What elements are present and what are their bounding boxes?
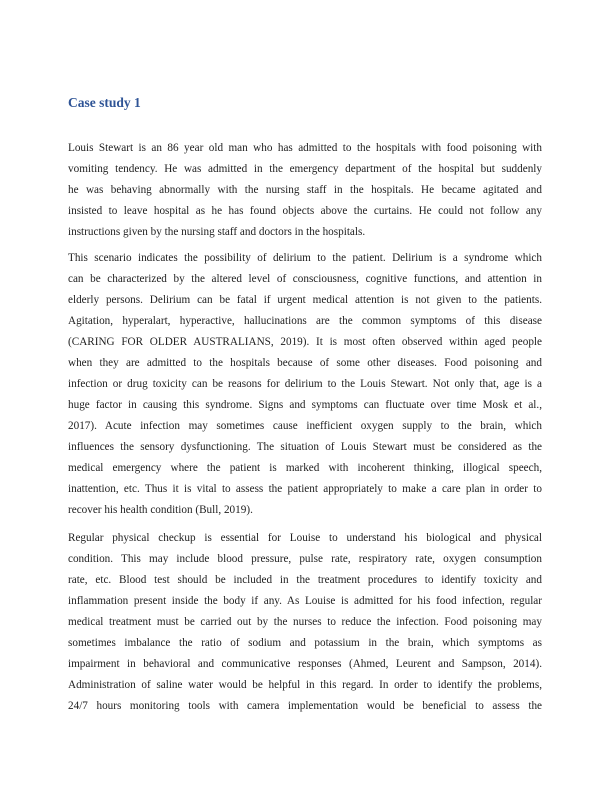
paragraphs — [68, 138, 542, 717]
text-line: Regular physical checkup is essential for Louise to understand his biological and physical — [68, 532, 542, 544]
text-line: condition. This may include blood pressure, pulse rate, respiratory rate, oxygen consumption — [68, 553, 542, 565]
text-line: huge factor in causing this syndrome. Signs and symptoms can fluctuate over time Mosk et al., — [68, 399, 542, 411]
text-line: elderly persons. Delirium can be fatal if urgent medical attention is not given to the patients. — [68, 294, 542, 306]
text-line: medical emergency where the patient is marked with incoherent thinking, illogical speech, — [68, 462, 542, 474]
paragraph — [68, 248, 542, 521]
paragraph — [68, 138, 542, 243]
text-line: sometimes imbalance the ratio of sodium and potassium in the brain, which symptoms as — [68, 637, 542, 649]
paragraph — [68, 528, 542, 717]
text-line: (CARING FOR OLDER AUSTRALIANS, 2019). It is most often observed within aged people — [68, 336, 542, 348]
case-study-heading: Case study 1 — [68, 95, 141, 110]
text-line: inattention, etc. Thus it is vital to assess the patient appropriately to make a care plan in order to — [68, 483, 542, 495]
document-content — [68, 95, 542, 717]
text-line: rate, etc. Blood test should be included in the treatment procedures to identify toxicity and — [68, 574, 542, 586]
text-line: impairment in behavioral and communicative responses (Ahmed, Leurent and Sampson, 2014). — [68, 658, 542, 670]
text-line: 2017). Acute infection may sometimes cause inefficient oxygen supply to the brain, which — [68, 420, 542, 432]
text-line: he was behaving abnormally with the nursing staff in the hospitals. He became agitated and — [68, 184, 542, 196]
text-line: Louis Stewart is an 86 year old man who has admitted to the hospitals with food poisoning with — [68, 142, 542, 154]
text-line: infection or drug toxicity can be reasons for delirium to the Louis Stewart. Not only that, age is a — [68, 378, 542, 390]
text-line: Administration of saline water would be helpful in this regard. In order to identify the problems, — [68, 679, 542, 691]
text-line: medical treatment must be carried out by the nurses to reduce the infection. Food poisoning may — [68, 616, 542, 628]
text-line: influences the sensory dysfunctioning. The situation of Louis Stewart must be considered as the — [68, 441, 542, 453]
text-line: can be characterized by the altered level of consciousness, cognitive functions, and attention in — [68, 273, 542, 285]
text-line: when they are admitted to the hospitals because of some other diseases. Food poisoning and — [68, 357, 542, 369]
text-line: vomiting tendency. He was admitted in the emergency department of the hospital but suddenly — [68, 163, 542, 175]
text-line: 24/7 hours monitoring tools with camera implementation would be beneficial to assess the — [68, 700, 542, 712]
text-line: This scenario indicates the possibility of delirium to the patient. Delirium is a syndrome which — [68, 252, 542, 264]
text-line: Agitation, hyperalart, hyperactive, hallucinations are the common symptoms of this disease — [68, 315, 542, 327]
text-line: instructions given by the nursing staff and doctors in the hospitals. — [68, 226, 366, 238]
text-line: insisted to leave hospital as he has found objects above the curtains. He could not follow any — [68, 205, 542, 217]
text-line: inflammation present inside the body if any. As Louise is admitted for his food infection, regular — [68, 595, 542, 607]
text-line: recover his health condition (Bull, 2019). — [68, 504, 253, 516]
